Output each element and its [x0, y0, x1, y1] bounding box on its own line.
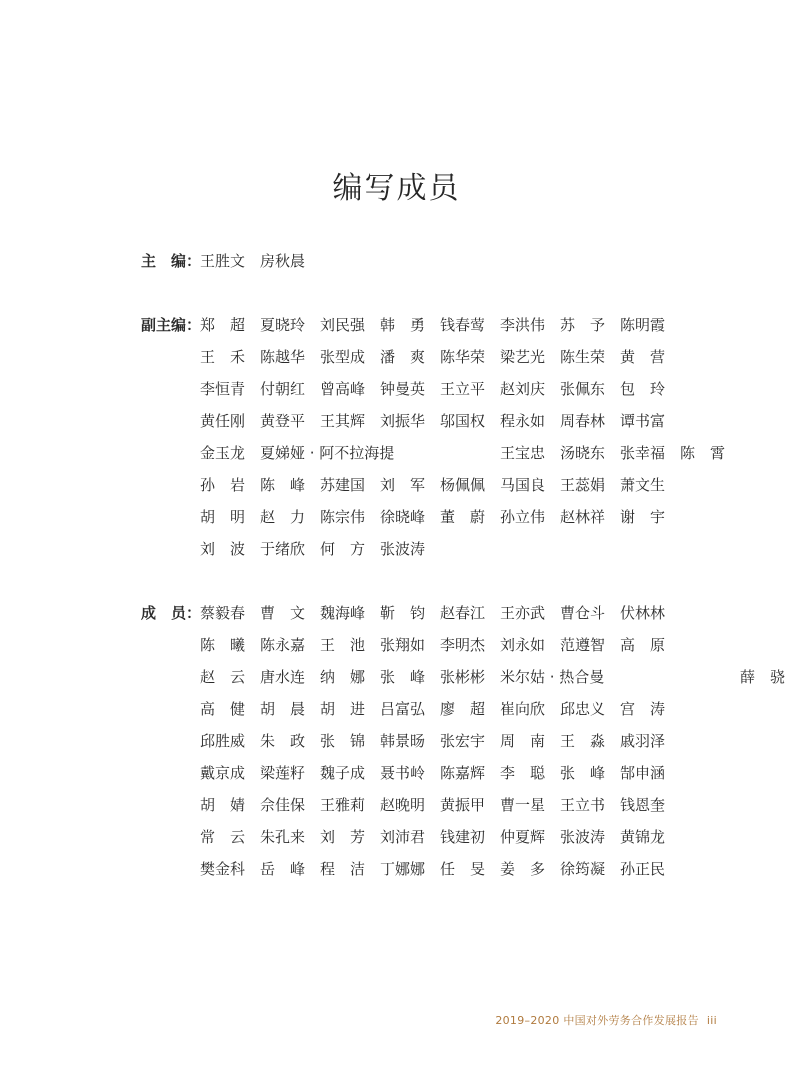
- person-name: 陈嘉辉: [440, 764, 486, 782]
- person-name: 马国良: [500, 476, 546, 494]
- person-name: 赵 云: [200, 668, 246, 686]
- person-name: 金玉龙: [200, 444, 246, 462]
- name-row: [200, 501, 700, 533]
- person-name: 谭书富: [620, 412, 666, 430]
- person-name: 魏海峰: [320, 604, 366, 622]
- person-name: 曹一星: [500, 796, 546, 814]
- person-name: 黄任刚: [200, 412, 246, 430]
- person-name: 王立平: [440, 380, 486, 398]
- person-name: 李恒青: [200, 380, 246, 398]
- person-name: 刘 军: [380, 476, 426, 494]
- person-name: 张佩东: [560, 380, 606, 398]
- person-name: 萧文生: [620, 476, 666, 494]
- person-name: 王立书: [560, 796, 606, 814]
- person-name: 郜申涵: [620, 764, 666, 782]
- person-name: 张彬彬: [440, 668, 486, 686]
- person-name: 王宝忠: [500, 444, 546, 462]
- person-name: 黄 营: [620, 348, 666, 366]
- name-row: [200, 309, 700, 341]
- person-name: 陈 霄: [680, 444, 726, 462]
- person-name: 郑 超: [200, 316, 246, 334]
- person-name: 张 锦: [320, 732, 366, 750]
- person-name: 赵 力: [260, 508, 306, 526]
- deputy-editors-label: 副主编：: [141, 316, 202, 334]
- person-name: 姜 多: [500, 860, 546, 878]
- name-row: [200, 341, 700, 373]
- page-title: 编写成员: [332, 171, 461, 206]
- person-name: 刘 芳: [320, 828, 366, 846]
- person-name: 房秋晨: [260, 252, 306, 270]
- name-row: [200, 533, 700, 565]
- person-name: 董 蔚: [440, 508, 486, 526]
- name-row: [200, 661, 786, 693]
- name-row: [200, 821, 700, 853]
- deputy-editors-list: [200, 309, 726, 565]
- person-name: 孙立伟: [500, 508, 546, 526]
- name-row: [200, 725, 700, 757]
- name-row: [200, 437, 726, 469]
- person-name: 梁莲籽: [260, 764, 306, 782]
- person-name: 孙正民: [620, 860, 666, 878]
- name-row: [200, 789, 700, 821]
- person-name: 薛 骁: [740, 668, 786, 686]
- person-name: 黄登平: [260, 412, 306, 430]
- person-name: 张 峰: [380, 668, 426, 686]
- person-name: 钟曼英: [380, 380, 426, 398]
- person-name: 王胜文: [200, 252, 246, 270]
- person-name: 王蕊娟: [560, 476, 606, 494]
- name-row: [200, 693, 700, 725]
- name-row: [200, 629, 700, 661]
- person-name: 陈永嘉: [260, 636, 306, 654]
- person-name: 张幸福: [620, 444, 666, 462]
- person-name: 胡 晨: [260, 700, 306, 718]
- person-name: 崔向欣: [500, 700, 546, 718]
- person-name: 高 健: [200, 700, 246, 718]
- person-name: 刘民强: [320, 316, 366, 334]
- person-name: 黄锦龙: [620, 828, 666, 846]
- person-name: 张宏宇: [440, 732, 486, 750]
- person-name: 聂书岭: [380, 764, 426, 782]
- person-name: 钱恩奎: [620, 796, 666, 814]
- person-name: 陈越华: [260, 348, 306, 366]
- person-name: 常 云: [200, 828, 246, 846]
- person-name: 胡 进: [320, 700, 366, 718]
- person-name: 高 原: [620, 636, 666, 654]
- person-name: 李洪伟: [500, 316, 546, 334]
- footer-page-number: iii: [706, 1014, 717, 1027]
- person-name: 纳 娜: [320, 668, 366, 686]
- person-name: 张波涛: [560, 828, 606, 846]
- person-name: 周春林: [560, 412, 606, 430]
- person-name: 赵林祥: [560, 508, 606, 526]
- person-name: 汤晓东: [560, 444, 606, 462]
- person-name: 苏建国: [320, 476, 366, 494]
- person-name: 张 峰: [560, 764, 606, 782]
- person-name: 樊金科: [200, 860, 246, 878]
- members-list: [200, 597, 786, 885]
- person-name: 戚羽泽: [620, 732, 666, 750]
- person-name: 邱胜威: [200, 732, 246, 750]
- person-name: 邱忠义: [560, 700, 606, 718]
- person-name: 梁艺光: [500, 348, 546, 366]
- person-name: 李明杰: [440, 636, 486, 654]
- person-name: 陈 峰: [260, 476, 306, 494]
- person-name: 夏晓玲: [260, 316, 306, 334]
- person-name: 包 玲: [620, 380, 666, 398]
- person-name: 王其辉: [320, 412, 366, 430]
- person-name: 曹 文: [260, 604, 306, 622]
- person-name: 吕富弘: [380, 700, 426, 718]
- person-name: 刘振华: [380, 412, 426, 430]
- person-name: 佘佳保: [260, 796, 306, 814]
- person-name: 朱 政: [260, 732, 306, 750]
- person-name: 张波涛: [380, 540, 426, 558]
- person-name: 付朝红: [260, 380, 306, 398]
- person-name: 徐晓峰: [380, 508, 426, 526]
- chief-editors-list: [200, 245, 700, 277]
- person-name: 蔡毅春: [200, 604, 246, 622]
- page-footer: [495, 1012, 717, 1028]
- person-name: 黄振甲: [440, 796, 486, 814]
- person-name: 宫 涛: [620, 700, 666, 718]
- person-name: 李 聪: [500, 764, 546, 782]
- person-name: 邬国权: [440, 412, 486, 430]
- person-name: 陈 曦: [200, 636, 246, 654]
- name-row: [200, 757, 700, 789]
- person-name: 苏 予: [560, 316, 606, 334]
- person-name: 何 方: [320, 540, 366, 558]
- name-row: [200, 405, 700, 437]
- person-name: 张翔如: [380, 636, 426, 654]
- person-name: 潘 爽: [380, 348, 426, 366]
- person-name: 米尔姑 · 热合曼: [500, 668, 605, 686]
- person-name: 徐筠凝: [560, 860, 606, 878]
- name-row: [200, 853, 700, 885]
- person-name: 刘永如: [500, 636, 546, 654]
- person-name: 曾高峰: [320, 380, 366, 398]
- members-label: 成 员：: [141, 604, 202, 622]
- person-name: 谢 宇: [620, 508, 666, 526]
- person-name: 程永如: [500, 412, 546, 430]
- person-name: 陈华荣: [440, 348, 486, 366]
- person-name: 钱春莺: [440, 316, 486, 334]
- person-name: 陈宗伟: [320, 508, 366, 526]
- person-name: 靳 钧: [380, 604, 426, 622]
- name-row: [200, 597, 700, 629]
- person-name: 张型成: [320, 348, 366, 366]
- person-name: 韩景旸: [380, 732, 426, 750]
- person-name: 任 旻: [440, 860, 486, 878]
- person-name: 伏林林: [620, 604, 666, 622]
- person-name: 陈明霞: [620, 316, 666, 334]
- person-name: 夏娣娅 · 阿不拉海提: [260, 444, 395, 462]
- person-name: 王 淼: [560, 732, 606, 750]
- person-name: 孙 岩: [200, 476, 246, 494]
- person-name: 胡 明: [200, 508, 246, 526]
- person-name: 赵晚明: [380, 796, 426, 814]
- name-row: [200, 469, 700, 501]
- person-name: 仲夏辉: [500, 828, 546, 846]
- person-name: 岳 峰: [260, 860, 306, 878]
- person-name: 廖 超: [440, 700, 486, 718]
- person-name: 曹仓斗: [560, 604, 606, 622]
- chief-editors-label: 主 编：: [141, 252, 202, 270]
- person-name: 丁娜娜: [380, 860, 426, 878]
- person-name: 戴京成: [200, 764, 246, 782]
- name-row: [200, 245, 700, 277]
- person-name: 王亦武: [500, 604, 546, 622]
- person-name: 胡 婧: [200, 796, 246, 814]
- person-name: 周 南: [500, 732, 546, 750]
- person-name: 唐水连: [260, 668, 306, 686]
- footer-report-title: 2019–2020 中国对外劳务合作发展报告: [495, 1014, 699, 1027]
- person-name: 刘沛君: [380, 828, 426, 846]
- person-name: 王 禾: [200, 348, 246, 366]
- name-row: [200, 373, 700, 405]
- person-name: 杨佩佩: [440, 476, 486, 494]
- person-name: 王雅莉: [320, 796, 366, 814]
- person-name: 范遵智: [560, 636, 606, 654]
- person-name: 赵刘庆: [500, 380, 546, 398]
- person-name: 程 洁: [320, 860, 366, 878]
- person-name: 朱孔来: [260, 828, 306, 846]
- person-name: 陈生荣: [560, 348, 606, 366]
- person-name: 王 池: [320, 636, 366, 654]
- person-name: 于绪欣: [260, 540, 306, 558]
- person-name: 韩 勇: [380, 316, 426, 334]
- person-name: 魏子成: [320, 764, 366, 782]
- person-name: 钱建初: [440, 828, 486, 846]
- person-name: 赵春江: [440, 604, 486, 622]
- person-name: 刘 波: [200, 540, 246, 558]
